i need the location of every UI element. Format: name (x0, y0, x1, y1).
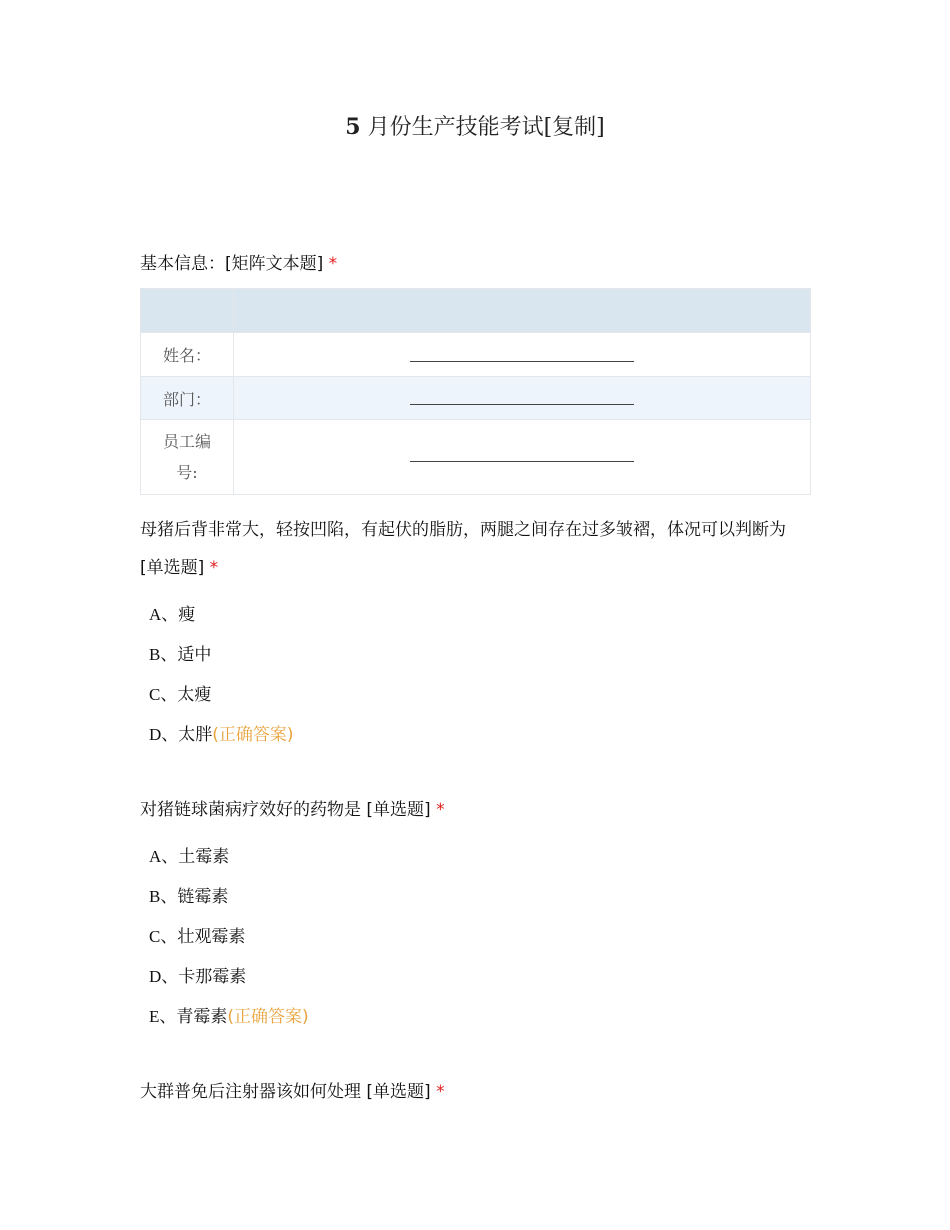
option-b[interactable] (149, 884, 228, 910)
blank-line (410, 460, 634, 462)
option-b[interactable] (149, 642, 211, 668)
row-label-part: 员工编 (162, 432, 211, 451)
option-letter: A (149, 605, 162, 624)
correct-answer-label: (正确答案) (212, 725, 294, 745)
matrix-table (140, 288, 811, 495)
required-mark: * (328, 254, 338, 274)
question-text: 基本信息：[矩阵文本题] (140, 254, 324, 274)
option-text: 、链霉素 (160, 887, 229, 907)
option-letter: E (149, 1007, 160, 1026)
option-text: 、青霉素 (159, 1007, 228, 1027)
option-text: 、太胖 (161, 725, 213, 745)
option-letter: C (149, 685, 161, 704)
option-e[interactable] (149, 1004, 309, 1030)
required-mark: * (436, 800, 445, 820)
option-text: 、卡那霉素 (161, 967, 247, 987)
question-syringe-handling (140, 1073, 812, 1111)
row-label-employee-id (141, 420, 234, 495)
option-letter: C (149, 927, 161, 946)
option-letter: D (149, 967, 162, 986)
question-sow-condition (140, 511, 812, 587)
row-label-department: 部门： (141, 377, 234, 420)
required-mark: * (436, 1082, 445, 1102)
option-d[interactable] (149, 964, 246, 990)
required-mark: * (209, 558, 219, 578)
employee-id-input-line[interactable] (234, 420, 811, 495)
matrix-header-cell (234, 289, 811, 333)
title-text: 月份生产技能考试[复制] (367, 115, 605, 140)
option-text: 、土霉素 (161, 847, 230, 867)
option-a[interactable] (149, 844, 229, 870)
matrix-header-cell (141, 289, 234, 333)
option-text: 、瘦 (161, 605, 196, 625)
option-letter: B (149, 645, 161, 664)
option-text: 、适中 (160, 645, 212, 665)
question-text: 大群普免后注射器该如何处理 [单选题] (140, 1082, 431, 1102)
question-text: 对猪链球菌病疗效好的药物是 [单选题] (140, 800, 431, 820)
row-label-part: 号: (176, 463, 198, 482)
title-number: 5 (345, 114, 361, 140)
option-c[interactable] (149, 924, 245, 950)
page-title (0, 110, 950, 145)
blank-line (410, 403, 634, 405)
blank-line (410, 360, 634, 362)
option-text: 、太瘦 (160, 685, 212, 705)
correct-answer-label: (正确答案) (227, 1007, 309, 1027)
row-label-name: 姓名： (141, 333, 234, 377)
option-letter: D (149, 725, 162, 744)
option-letter: B (149, 887, 161, 906)
option-letter: A (149, 847, 162, 866)
option-d[interactable] (149, 722, 294, 748)
matrix-header-row (141, 289, 811, 333)
name-input-line[interactable] (234, 333, 811, 377)
option-a[interactable] (149, 602, 195, 628)
question-streptococcus-drug (140, 791, 812, 829)
question-basic-info (140, 245, 812, 283)
question-text: 母猪后背非常大，轻按凹陷，有起伏的脂肪，两腿之间存在过多皱褶，体况可以判断为 [单选题] (140, 520, 786, 578)
matrix-row-employee-id (141, 420, 811, 495)
matrix-row-department (141, 377, 811, 420)
department-input-line[interactable] (234, 377, 811, 420)
option-c[interactable] (149, 682, 211, 708)
matrix-row-name (141, 333, 811, 377)
option-text: 、壮观霉素 (160, 927, 246, 947)
